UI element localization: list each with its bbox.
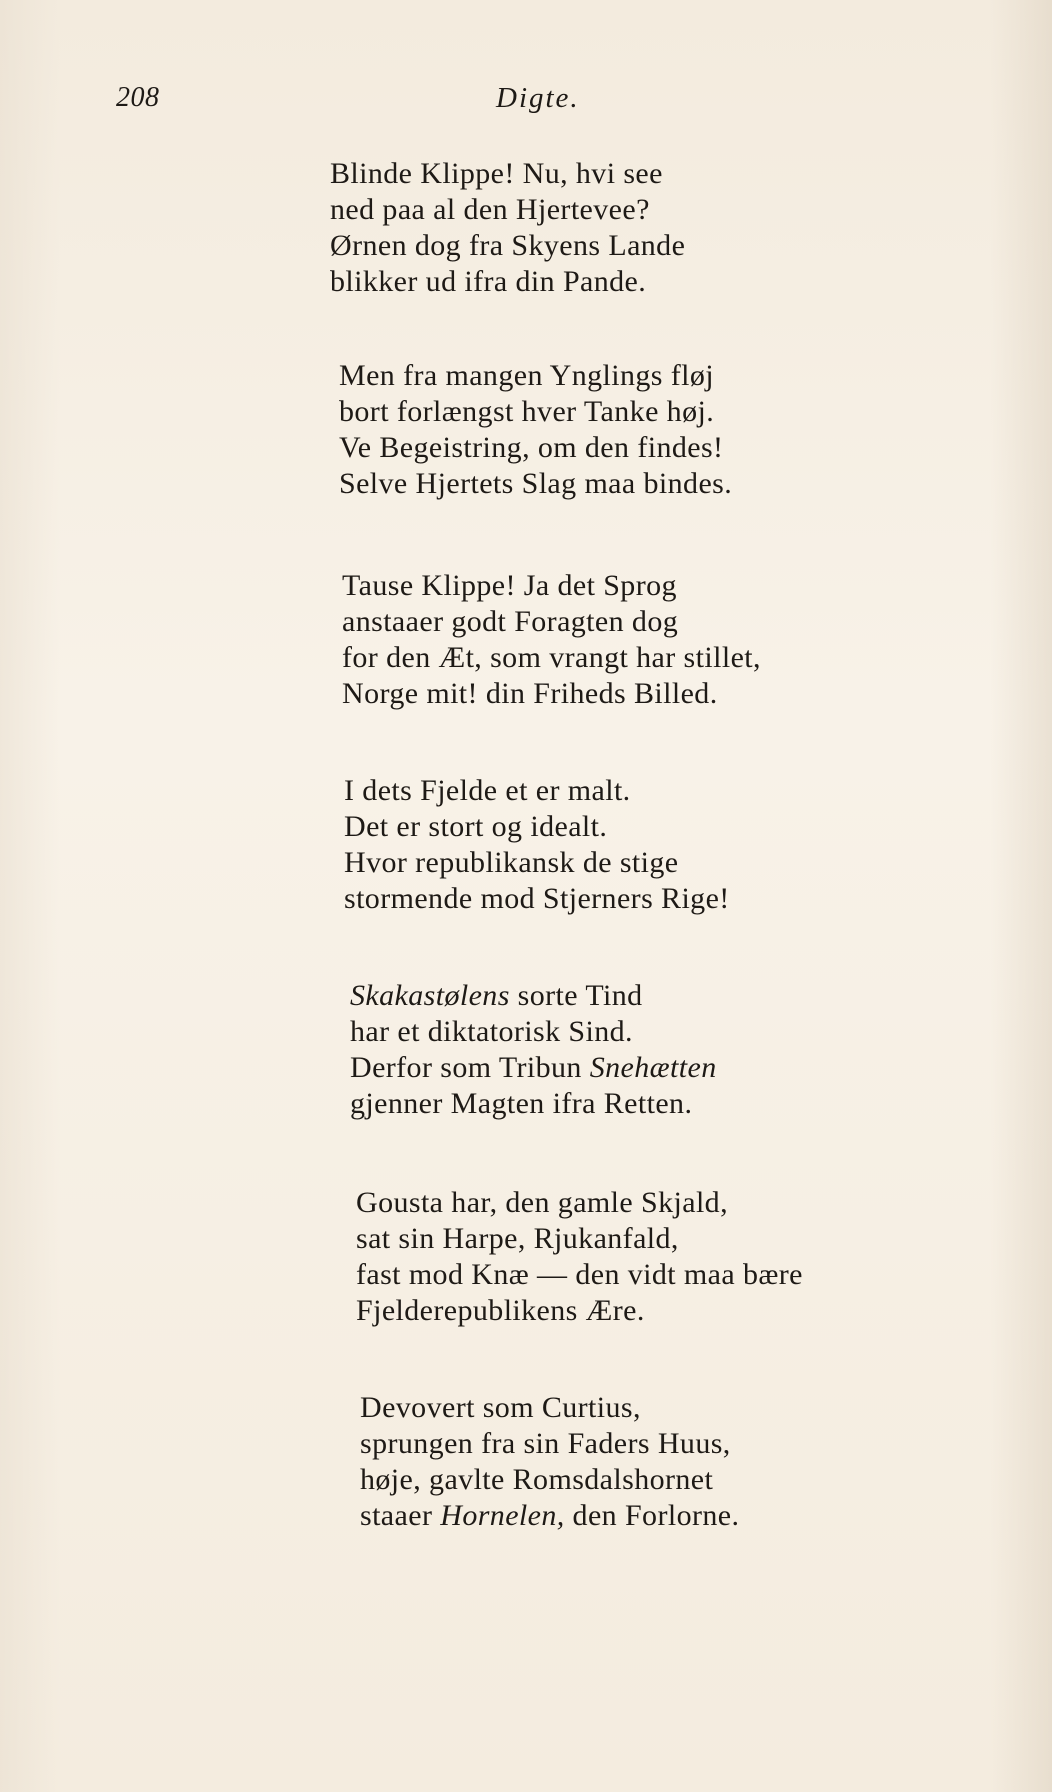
- line-text: Derfor som Tribun: [350, 1051, 590, 1084]
- poem-line: har et diktatorisk Sind.: [350, 1015, 633, 1048]
- poem-line: Norge mit! din Friheds Billed.: [342, 677, 718, 710]
- poem-line: Blinde Klippe! Nu, hvi see: [330, 157, 663, 190]
- poem-line: Selve Hjertets Slag maa bindes.: [339, 467, 733, 500]
- poem-line: Devovert som Curtius,: [360, 1391, 641, 1424]
- poem-line: Ørnen dog fra Skyens Lande: [330, 229, 686, 262]
- poem-line: bort forlængst hver Tanke høj.: [339, 395, 715, 428]
- stanza-4: [344, 773, 864, 917]
- italic-place-name: Snehætten: [589, 1051, 717, 1084]
- italic-place-name: Skakastølens: [350, 979, 510, 1012]
- poem-line: Gousta har, den gamle Skjald,: [356, 1186, 728, 1219]
- poem-line: blikker ud ifra din Pande.: [330, 265, 647, 298]
- poem-line: [360, 1498, 880, 1534]
- stanza-7: [360, 1390, 880, 1534]
- poem-line: Men fra mangen Ynglings fløj: [339, 359, 715, 392]
- line-text: den Forlorne.: [564, 1499, 740, 1532]
- line-text: staaer: [360, 1499, 441, 1532]
- poem-line: I dets Fjelde et er malt.: [344, 774, 631, 807]
- stanza-2: [339, 358, 859, 502]
- poem-line: gjenner Magten ifra Retten.: [350, 1087, 693, 1120]
- page-number: 208: [116, 82, 160, 113]
- poem-line: Tause Klippe! Ja det Sprog: [342, 569, 677, 602]
- page-header: [0, 82, 1052, 122]
- poem-line: anstaaer godt Foragten dog: [342, 605, 679, 638]
- poem-line: Det er stort og idealt.: [344, 810, 608, 843]
- stanza-6: [356, 1185, 876, 1329]
- poem-line: fast mod Knæ — den vidt maa bære: [356, 1258, 803, 1291]
- poem-line: sprungen fra sin Faders Huus,: [360, 1427, 731, 1460]
- poem-line: ned paa al den Hjertevee?: [330, 193, 650, 226]
- poem-line: Ve Begeistring, om den findes!: [339, 431, 724, 464]
- stanza-3: [342, 568, 862, 712]
- poem-line: Hvor republikansk de stige: [344, 846, 679, 879]
- running-title: Digte.: [496, 82, 580, 114]
- line-text: sorte Tind: [509, 979, 643, 1012]
- poem-line: sat sin Harpe, Rjukanfald,: [356, 1222, 679, 1255]
- poem-line: [350, 1050, 870, 1086]
- poem-line: stormende mod Stjerners Rige!: [344, 882, 730, 915]
- poem-line: Fjelderepublikens Ære.: [356, 1294, 645, 1327]
- italic-place-name: Hornelen,: [440, 1499, 565, 1532]
- poem-line: høje, gavlte Romsdalshornet: [360, 1463, 714, 1496]
- poem-line: for den Æt, som vrangt har stillet,: [342, 641, 761, 674]
- poem-line: [350, 978, 870, 1014]
- stanza-1: [330, 156, 850, 300]
- stanza-5: [350, 978, 870, 1122]
